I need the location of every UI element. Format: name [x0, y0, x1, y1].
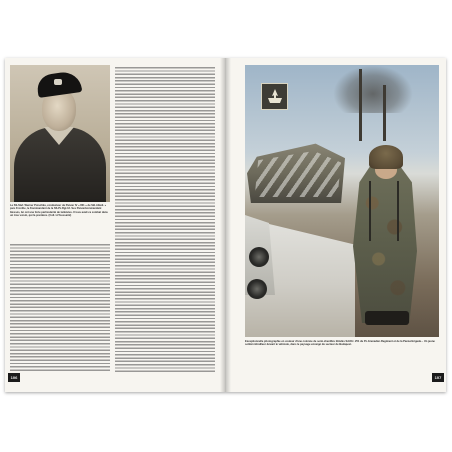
body-column-a	[10, 244, 110, 372]
page-number-right: 107	[432, 373, 444, 382]
book-spread	[5, 58, 446, 392]
color-photo	[245, 65, 439, 337]
page-number-left: 106	[8, 373, 20, 382]
photo-caption: Exceptionnelle photographie en couleur d'une colonne de semi-chenillés blindés Sd.Kfz. 251 du Pz-Grenadier-Regiment et de la Panzerbrigade... Un jeune soldat mitrailleur devant le véhicule, dans le paysage enneigé du secteur de Budapest.	[245, 340, 435, 347]
right-page	[226, 58, 446, 392]
body-column-b	[115, 67, 215, 372]
left-page	[5, 58, 224, 392]
portrait-caption: Le SS-Stuf. Werner Potschka, conducteur de Panzer IV « 801 » de Skl-Abteil. » puis Fronthe, le Kommandant de la SS-Pz.Rgt.12. Ses Panzerkommandant blessés, lui ont une forte particularité de tankistes. Il tous avait ce combat dans un trou voisin, qui la première. (Coll. H.Toussaint)	[10, 204, 108, 218]
book-gutter	[220, 58, 231, 392]
division-emblem-icon	[261, 83, 288, 110]
portrait-photo	[10, 65, 110, 202]
